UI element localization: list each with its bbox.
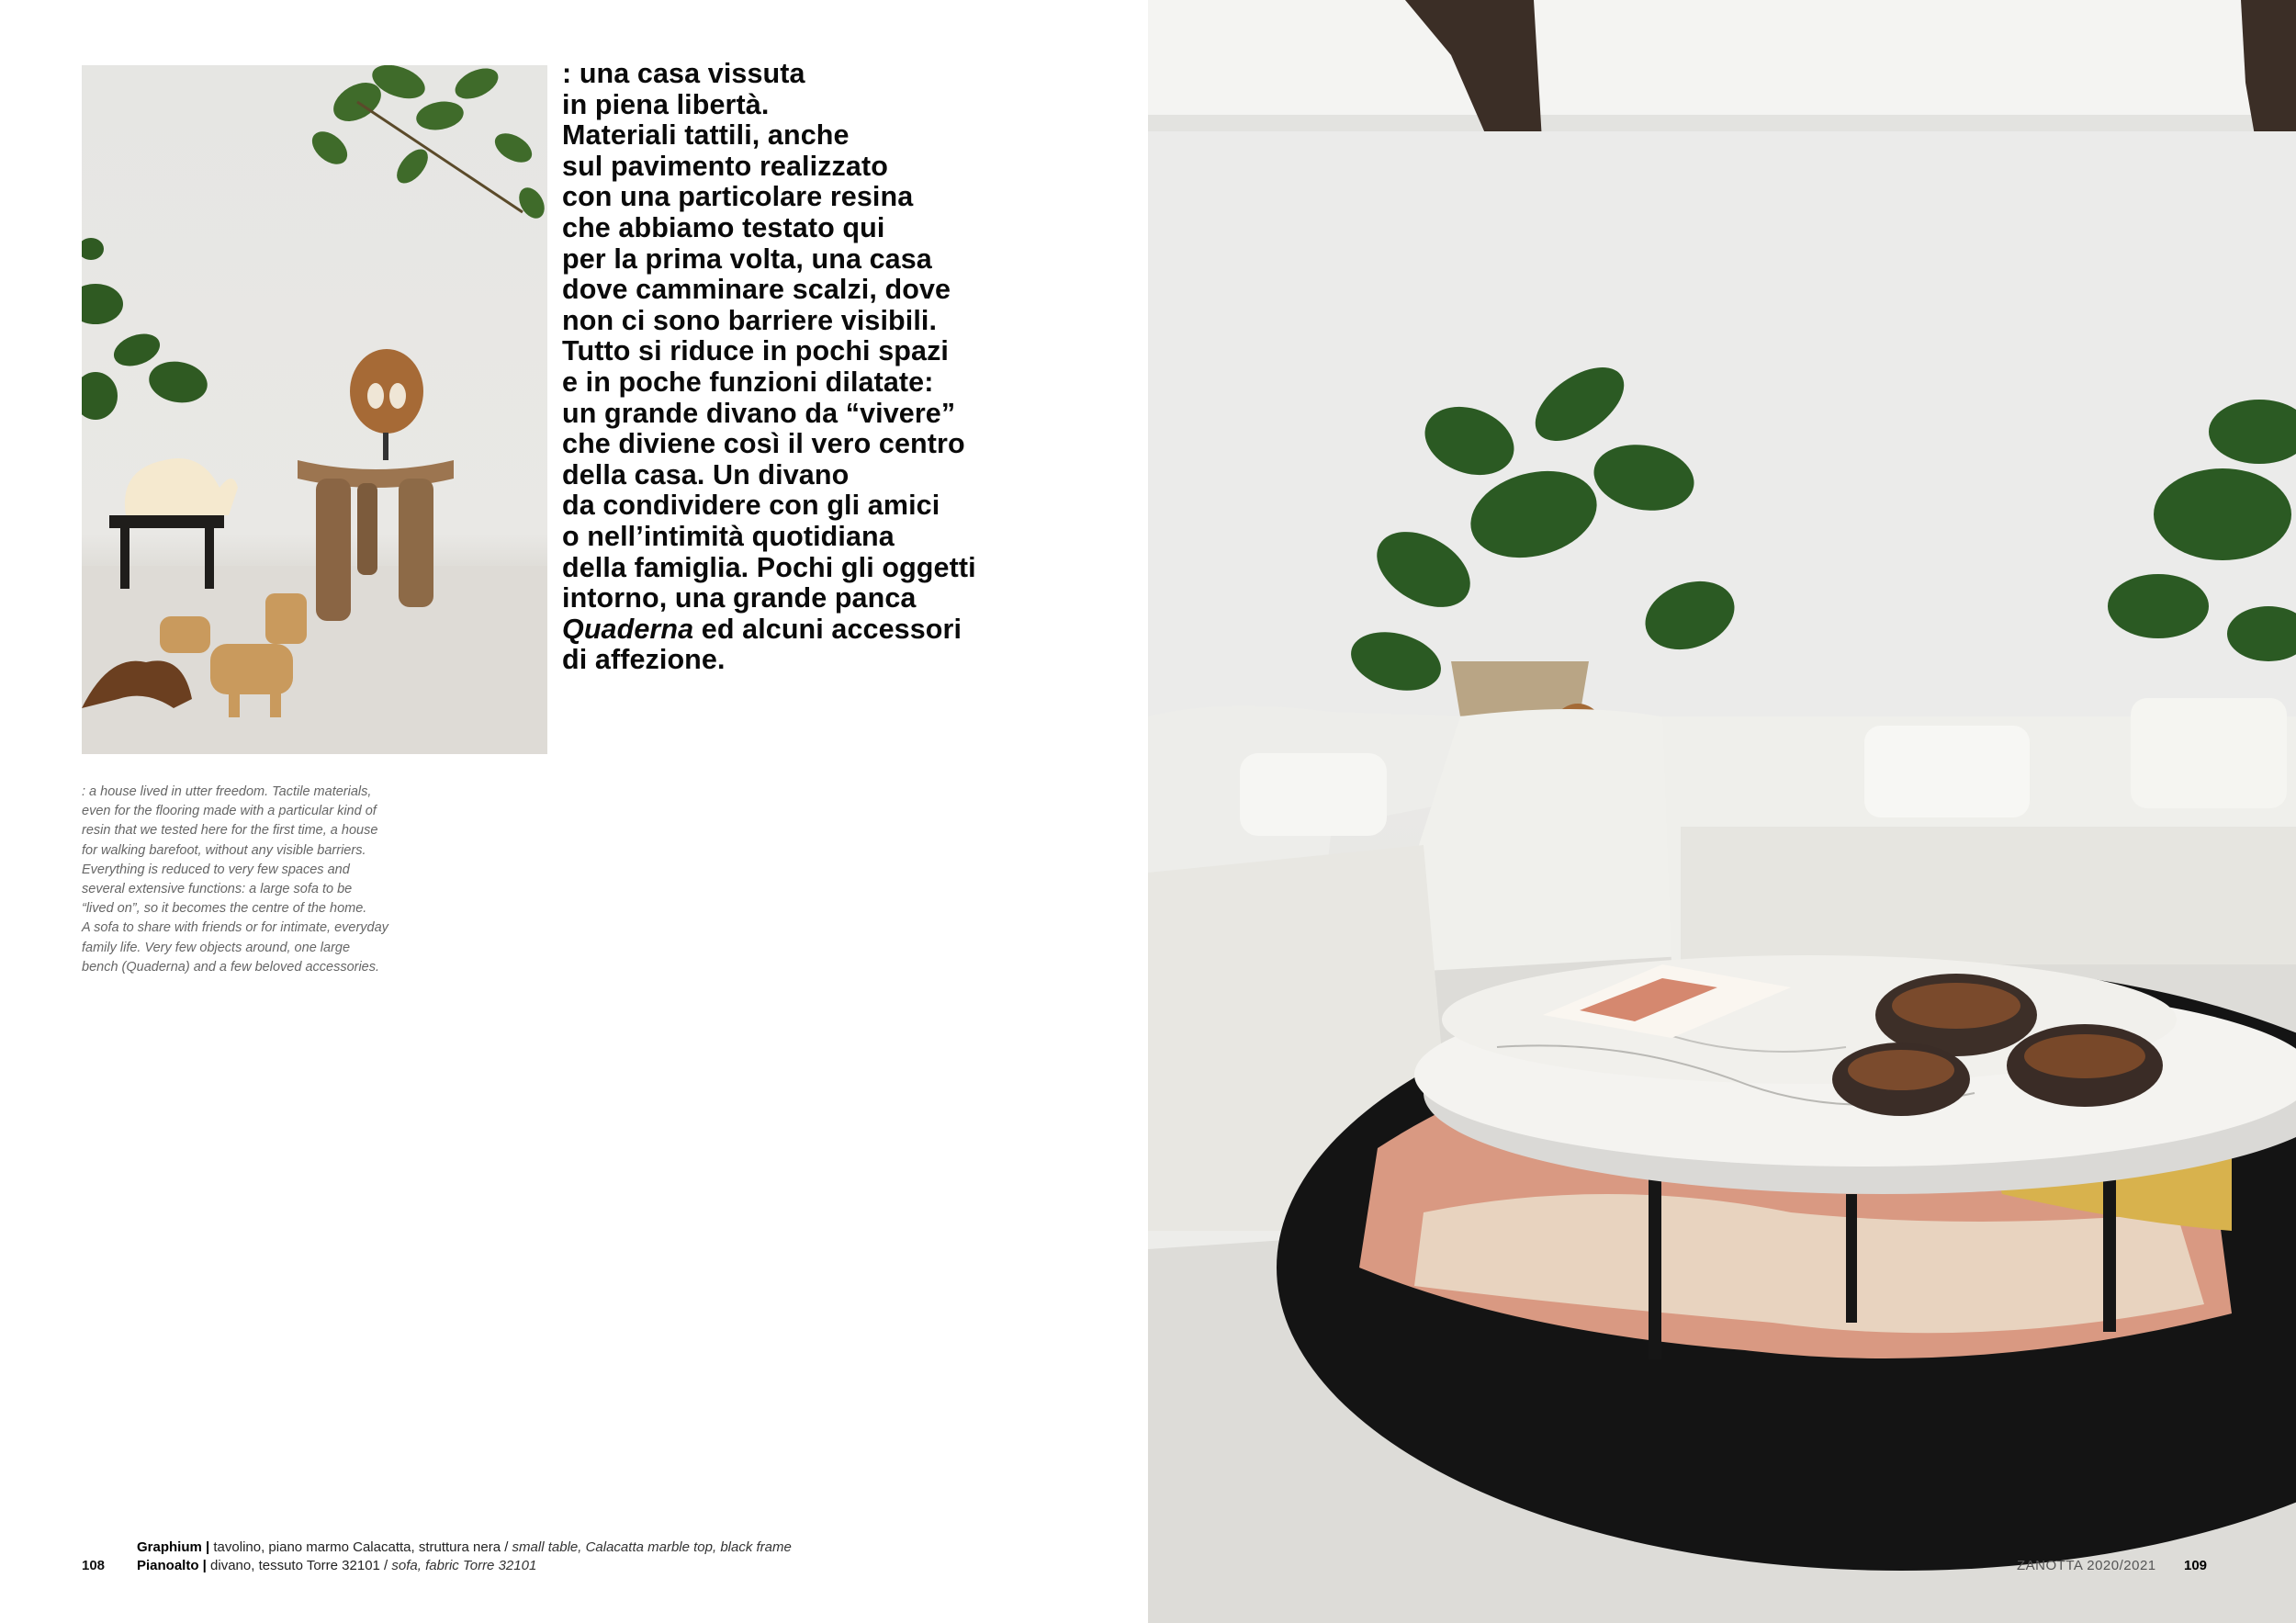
text-line: con una particolare resina <box>562 181 914 213</box>
text-line: e in poche funzioni dilatate: <box>562 366 934 398</box>
text-line: o nell’intimità quotidiana <box>562 520 895 552</box>
page-number-left: 108 <box>82 1558 106 1573</box>
still-life-illustration <box>82 65 547 754</box>
credit-product: Graphium | <box>137 1539 210 1555</box>
text-line <box>562 614 1076 646</box>
credit-english: small table, Calacatta marble top, black frame <box>512 1539 792 1555</box>
caption-line: even for the flooring made with a particular kind of <box>82 804 377 819</box>
text-fragment: ed alcuni accessori <box>693 613 962 645</box>
text-line: della famiglia. Pochi gli oggetti <box>562 551 976 583</box>
text-line: che abbiamo testato qui <box>562 211 885 243</box>
caption-line: several extensive functions: a large sofa to be <box>82 882 353 897</box>
text-line: da condividere con gli amici <box>562 490 940 522</box>
text-line: di affezione. <box>562 644 726 676</box>
credit-product: Pianoalto | <box>137 1558 207 1573</box>
caption-line: “lived on”, so it becomes the centre of the home. <box>82 901 367 917</box>
caption-line: bench (Quaderna) and a few beloved accessories. <box>82 959 380 975</box>
credit-italian: tavolino, piano marmo Calacatta, struttura nera / <box>209 1539 512 1555</box>
text-line: della casa. Un divano <box>562 458 850 490</box>
caption-line: for walking barefoot, without any visible barriers. <box>82 842 366 858</box>
text-line: per la prima volta, una casa <box>562 242 932 275</box>
caption-line: Everything is reduced to very few spaces and <box>82 862 350 877</box>
english-caption <box>82 783 467 977</box>
text-line: dove camminare scalzi, dove <box>562 274 951 306</box>
credit-english: sofa, fabric Torre 32101 <box>391 1558 537 1573</box>
brand-footer: ZANOTTA 2020/2021 <box>2017 1558 2156 1573</box>
credit-graphium <box>137 1538 792 1557</box>
left-photo <box>82 65 547 754</box>
page-number-right: 109 <box>2184 1558 2208 1573</box>
text-line: sul pavimento realizzato <box>562 150 888 182</box>
text-line: che diviene così il vero centro <box>562 428 965 460</box>
credit-pianoalto <box>137 1557 536 1575</box>
text-line: in piena libertà. <box>562 88 770 120</box>
text-line: un grande divano da “vivere” <box>562 397 956 429</box>
caption-line: : a house lived in utter freedom. Tactile materials, <box>82 784 372 799</box>
text-line: Tutto si riduce in pochi spazi <box>562 335 949 367</box>
living-room-illustration <box>1148 0 2296 1623</box>
right-photo <box>1148 0 2296 1623</box>
text-line: non ci sono barriere visibili. <box>562 304 938 336</box>
caption-line: A sofa to share with friends or for intimate, everyday <box>82 920 388 936</box>
text-line: : una casa vissuta <box>562 58 805 89</box>
text-line: Materiali tattili, anche <box>562 119 850 152</box>
caption-line: resin that we tested here for the first time, a house <box>82 823 378 839</box>
text-line: intorno, una grande panca <box>562 582 917 614</box>
product-name-quaderna: Quaderna <box>562 613 694 645</box>
main-body-text <box>562 59 1076 676</box>
caption-line: family life. Very few objects around, one large <box>82 940 351 955</box>
credit-italian: divano, tessuto Torre 32101 / <box>206 1558 392 1573</box>
